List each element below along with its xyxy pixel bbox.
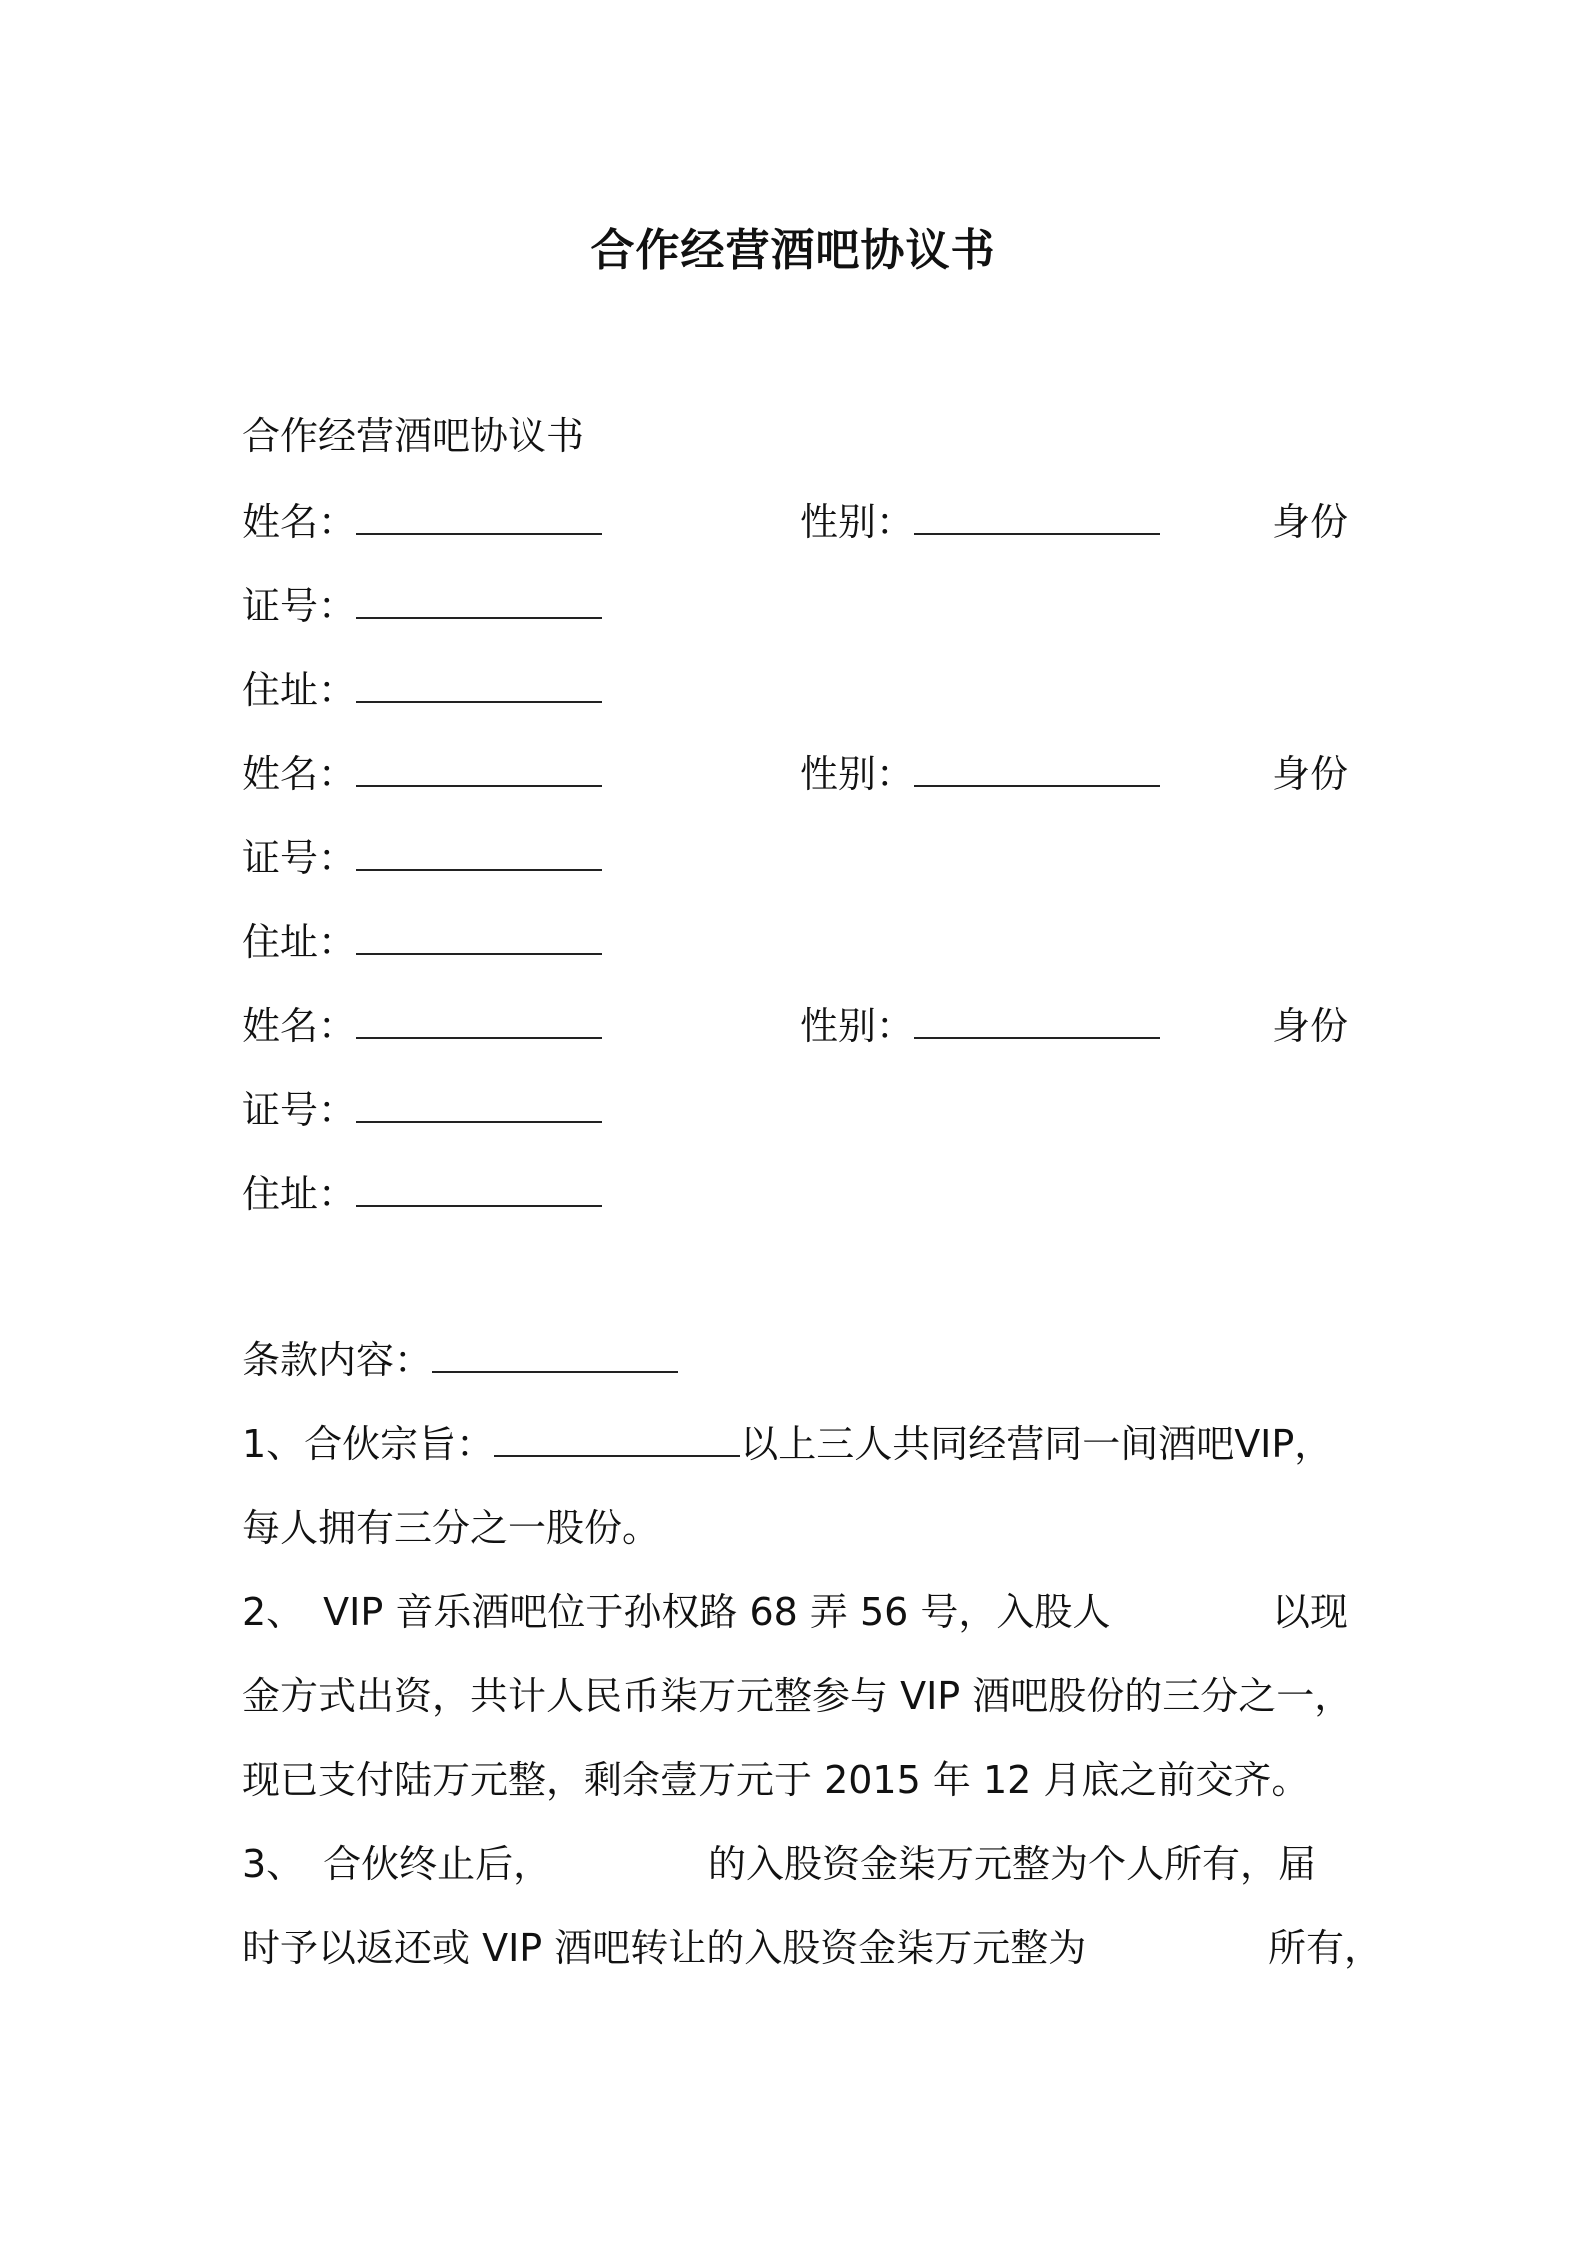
gender-label: 性别：	[800, 1004, 915, 1048]
party3-name-row	[242, 1000, 602, 1052]
party1-gender-row	[800, 496, 1160, 548]
id-label: 证号：	[242, 836, 357, 880]
party3-address-row	[242, 1168, 602, 1220]
party1-name-row	[242, 496, 602, 548]
clause1-line2: 每人拥有三分之一股份。	[242, 1506, 661, 1550]
gender-label: 性别：	[800, 752, 915, 796]
name-blank[interactable]	[356, 1003, 602, 1039]
clause2-line1-left: 2、 VIP 音乐酒吧位于孙权路 68 弄 56 号，入股人	[242, 1590, 1111, 1634]
clause2-line3: 现已支付陆万元整，剩余壹万元于 2015 年 12 月底之前交齐。	[242, 1758, 1310, 1802]
gender-blank[interactable]	[914, 751, 1160, 787]
party2-id-label-a: 身份	[1272, 752, 1349, 796]
clause1-blank[interactable]	[494, 1421, 740, 1457]
clause2-line1-right: 以现	[1272, 1590, 1349, 1634]
name-label: 姓名：	[242, 1004, 357, 1048]
gender-blank[interactable]	[914, 499, 1160, 535]
name-label: 姓名：	[242, 752, 357, 796]
name-blank[interactable]	[356, 499, 602, 535]
clause3-line2-left: 时予以返还或 VIP 酒吧转让的入股资金柒万元整为	[242, 1926, 1087, 1970]
clause3-line1-left: 3、 合伙终止后，	[242, 1842, 552, 1886]
id-blank[interactable]	[356, 835, 602, 871]
party3-gender-row	[800, 1000, 1160, 1052]
address-label: 住址：	[242, 920, 357, 964]
subtitle: 合作经营酒吧协议书	[242, 414, 585, 458]
party1-id-label-a: 身份	[1272, 500, 1349, 544]
terms-blank[interactable]	[432, 1337, 678, 1373]
party2-name-row	[242, 748, 602, 800]
id-blank[interactable]	[356, 583, 602, 619]
party1-id-row	[242, 580, 602, 632]
party2-gender-row	[800, 748, 1160, 800]
gender-blank[interactable]	[914, 1003, 1160, 1039]
party1-address-row	[242, 664, 602, 716]
id-label: 证号：	[242, 1088, 357, 1132]
clause1-label: 1、合伙宗旨：	[242, 1422, 495, 1466]
id-blank[interactable]	[356, 1087, 602, 1123]
name-blank[interactable]	[356, 751, 602, 787]
clause3-line1-right: 的入股资金柒万元整为个人所有，届	[708, 1842, 1317, 1886]
party3-id-row	[242, 1084, 602, 1136]
address-label: 住址：	[242, 1172, 357, 1216]
party2-address-row	[242, 916, 602, 968]
name-label: 姓名：	[242, 500, 357, 544]
document-title: 合作经营酒吧协议书	[590, 225, 996, 276]
terms-label: 条款内容：	[242, 1338, 433, 1382]
party3-id-label-a: 身份	[1272, 1004, 1349, 1048]
party2-id-row	[242, 832, 602, 884]
address-blank[interactable]	[356, 667, 602, 703]
gender-label: 性别：	[800, 500, 915, 544]
clause2-line2: 金方式出资，共计人民币柒万元整参与 VIP 酒吧股份的三分之一，	[242, 1674, 1353, 1718]
clause1-text: 以上三人共同经营同一间酒吧VIP，	[740, 1422, 1333, 1466]
clause1-line1	[242, 1418, 1332, 1470]
address-blank[interactable]	[356, 919, 602, 955]
terms-row	[242, 1334, 678, 1386]
address-label: 住址：	[242, 668, 357, 712]
address-blank[interactable]	[356, 1171, 602, 1207]
clause3-line2-right: 所有，	[1268, 1926, 1383, 1970]
id-label: 证号：	[242, 584, 357, 628]
